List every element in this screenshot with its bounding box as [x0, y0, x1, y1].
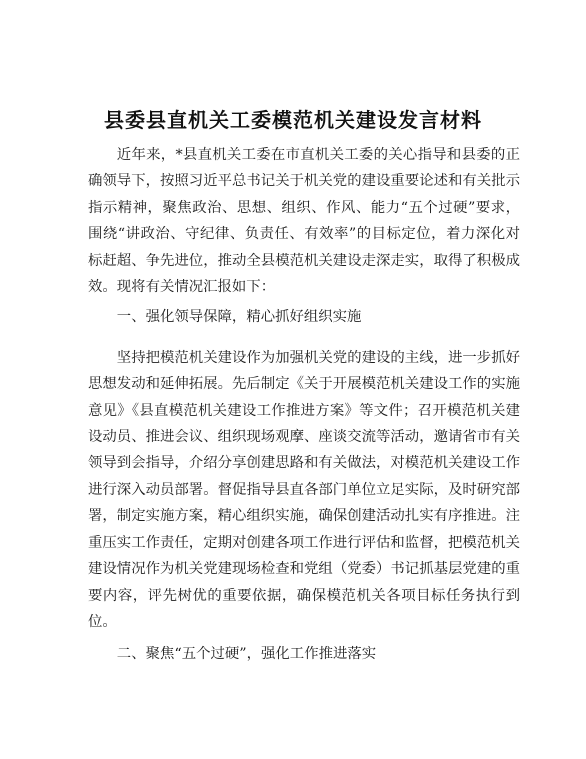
- intro-paragraph: 近年来，*县直机关工委在市直机关工委的关心指导和县委的正确领导下，按照习近平总书记关于机关党的建设重要论述和有关批示指示精神，聚焦政治、思想、组织、作风、能力“五个过硬”要求，围绕“讲政治、守纪律、负责任、有效率”的目标定位，着力深化对标赶超、争先进位，推动全县模范机关建设走深走实，取得了积极成效。现将有关情况汇报如下：: [88, 147, 520, 296]
- section-1-paragraph: 坚持把模范机关建设作为加强机关党的建设的主线，进一步抓好思想发动和延伸拓展。先后制定《关于开展模范机关建设工作的实施意见》《县直模范机关建设工作推进方案》等文件；召开模范机关建设动员、推进会议、组织现场观摩、座谈交流等活动，邀请省市有关领导到会指导，介绍分享创建思路和有关做法，对模范机关建设工作进行深入动员部署。督促指导县直各部门单位立足实际，及时研究部署，制定实施方案，精心组织实施，确保创建活动扎实有序推进。注重压实工作责任，定期对创建各项工作进行评估和监督，把模范机关建设情况作为机关党建现场检查和党组（党委）书记抓基层党建的重要内容，评先树优的重要依据，确保模范机关各项目标任务执行到位。: [88, 349, 520, 630]
- document-title: 县委县直机关工委模范机关建设发言材料: [104, 108, 482, 132]
- section-heading-2: 二、聚焦“五个过硬”，强化工作推进落实: [116, 646, 377, 663]
- section-heading-1: 一、强化领导保障，精心抓好组织实施: [116, 309, 362, 326]
- document-body: [88, 142, 520, 682]
